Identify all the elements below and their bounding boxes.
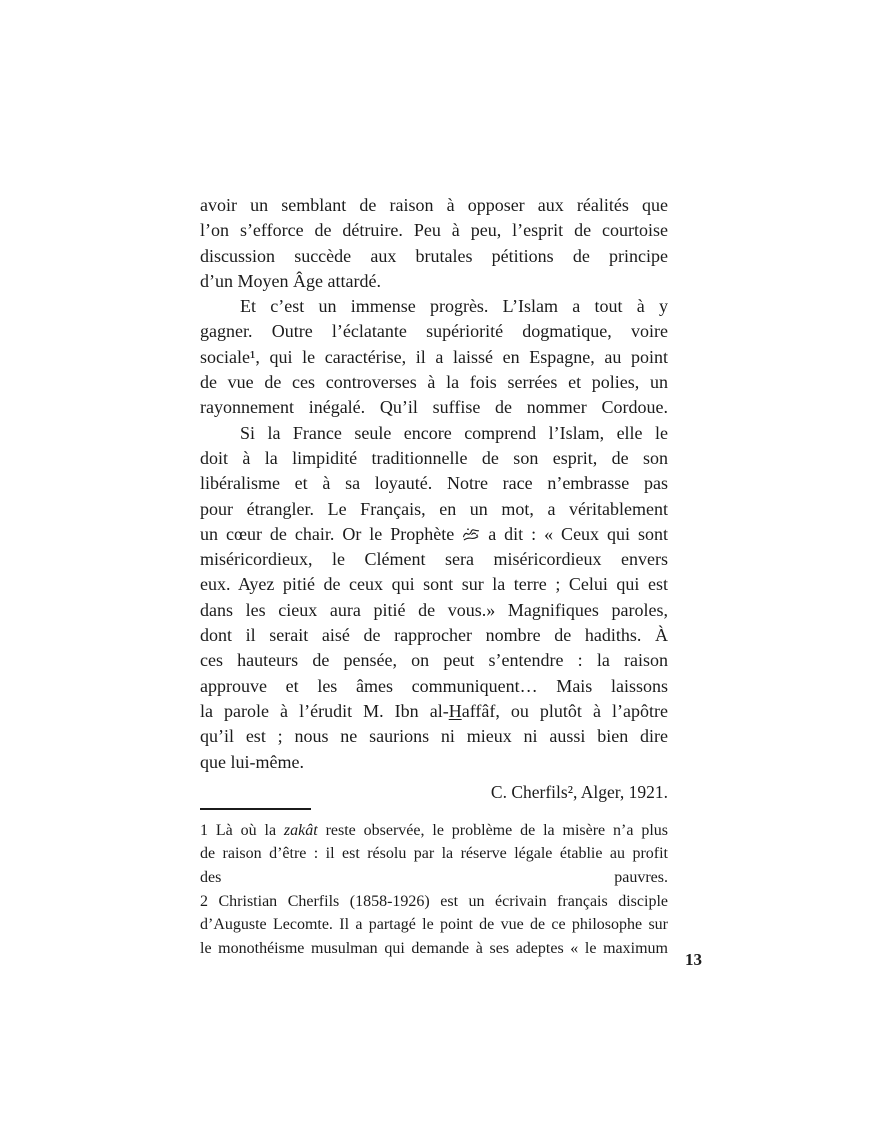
text-line: de vue de ces controverses à la fois serrées et polies, un [200,372,668,393]
text-line: approuve et les âmes communiquent… Mais laissons [200,675,668,696]
text-line: libéralisme et à sa loyauté. Notre race n’embrasse pas [200,473,668,494]
text-line: avoir un semblant de raison à opposer aux réalités que [200,195,668,215]
text-line: d’Auguste Lecomte. Il a partagé le point de vue de ce philosophe sur [200,916,668,934]
page-number: 13 [685,950,702,969]
text-line: de raison d’être : il est résolu par la réserve légale établie au profit [200,845,668,863]
text-segment: la parole à l’érudit M. Ibn al- [200,700,449,721]
text-segment: 1 Là où la [200,821,284,839]
text-line: 2 Christian Cherfils (1858-1926) est un écrivain français disciple [200,892,668,910]
text-line: dans les cieux aura pitié de vous.» Magnifiques paroles, [200,599,668,620]
underlined-letter: H [448,700,462,721]
prophet-pbuh-calligraphy-icon [462,527,480,542]
text-segment: affâf, ou plutôt à l’apôtre [461,700,668,721]
text-line: doit à la limpidité traditionnelle de son esprit, de son [200,447,668,468]
signature: C. Cherfils², Alger, 1921. [490,781,668,802]
text-line: qu’il est ; nous ne saurions ni mieux ni aussi bien dire [200,726,668,747]
text-line: que lui-même. [200,751,304,772]
footnotes [200,819,668,961]
text-line: le monothéisme musulman qui demande à ses adeptes « le maximum [200,939,668,957]
text-line: dont il serait aisé de rapprocher nombre de hadiths. À [200,625,668,646]
text-line: gagner. Outre l’éclatante supériorité dogmatique, voire [200,321,668,342]
text-line: Si la France seule encore comprend l’Islam, elle le [240,422,668,443]
italic-term: zakât [283,821,318,839]
text-block [200,193,668,960]
text-segment: un cœur de chair. Or le Prophète [200,523,463,544]
text-line: discussion succède aux brutales pétitions de principe [200,245,668,266]
text-line [200,819,668,843]
body-paragraphs [200,193,668,775]
text-line: pour étrangler. Le Français, en un mot, a véritablement [200,498,668,519]
text-segment: a dit : « Ceux qui sont [480,523,668,544]
text-line: des pauvres. [200,869,668,887]
text-line: sociale¹, qui le caractérise, il a laissé en Espagne, au point [200,346,668,367]
text-line: d’un Moyen Âge attardé. [200,270,381,291]
text-line: l’on s’efforce de détruire. Peu à peu, l’esprit de courtoise [200,220,668,241]
text-line: Et c’est un immense progrès. L’Islam a tout à y [240,296,668,317]
text-line [200,699,668,724]
text-line: miséricordieux, le Clément sera miséricordieux envers [200,549,668,570]
text-segment: reste observée, le problème de la misère n’a plus [317,821,668,839]
footnote-separator [200,808,311,810]
text-line: rayonnement inégalé. Qu’il suffise de nommer Cordoue. [200,397,668,418]
text-line: ces hauteurs de pensée, on peut s’entendre : la raison [200,650,668,671]
text-line [200,522,668,547]
text-line: eux. Ayez pitié de ceux qui sont sur la terre ; Celui qui est [200,574,668,595]
